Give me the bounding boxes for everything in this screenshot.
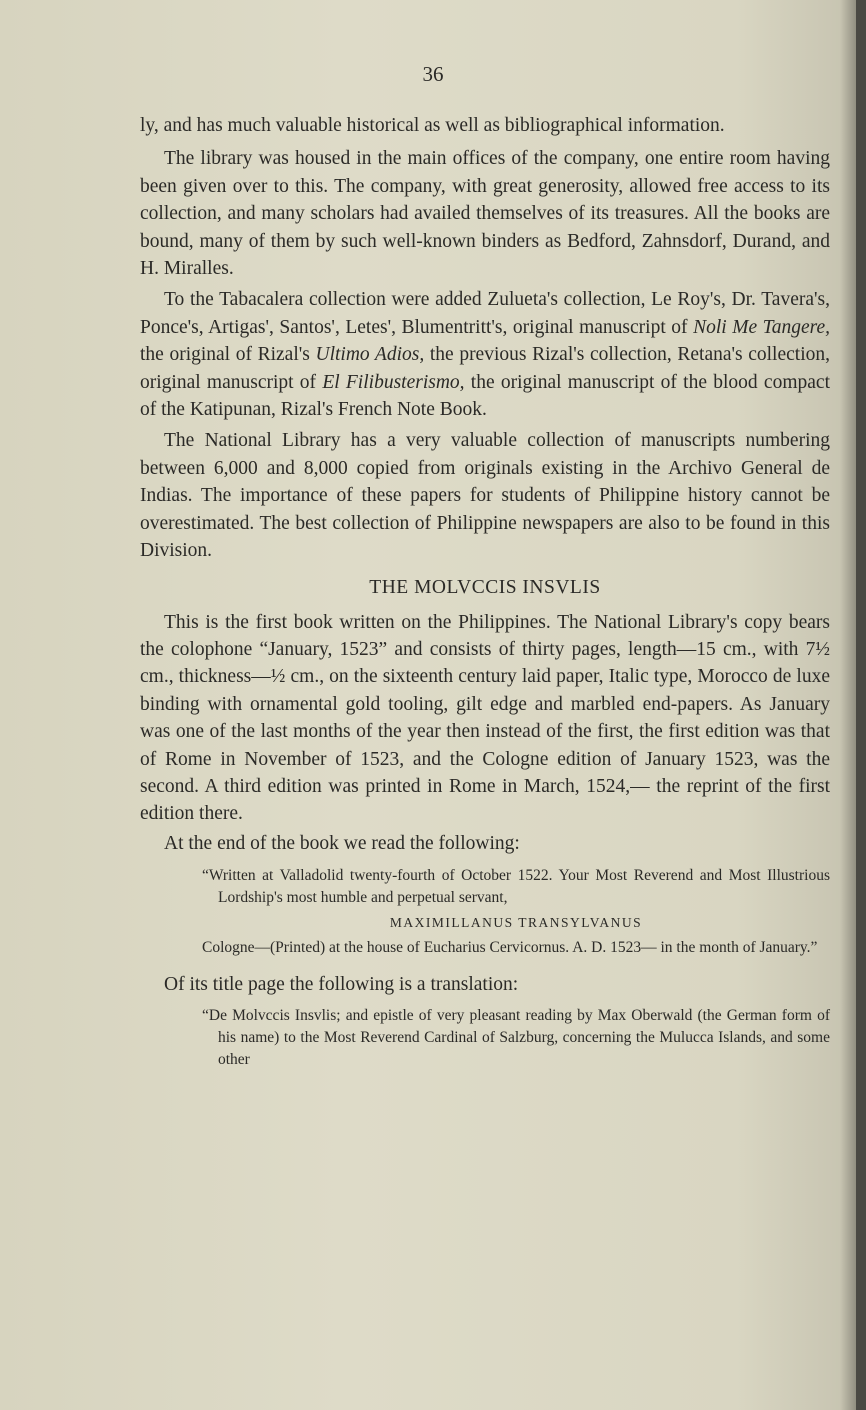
quote-cologne: Cologne—(Printed) at the house of Eucharius Cervicornus. A. D. 1523— in the month of January.” bbox=[202, 939, 818, 957]
quote-title-translation: “De Molvccis Insvlis; and epistle of very pleasant reading by Max Oberwald (the German form of his name) to the Most Reverend Cardinal of Salzburg, concerning the Mulucca Islands, and some other bbox=[202, 1006, 830, 1068]
page-body bbox=[140, 112, 830, 1071]
paragraph-first-book: This is the first book written on the Philippines. The National Library's copy bears the colophone “January, 1523” and consists of thirty pages, length—15 cm., with 7½ cm., thickness—½ cm., on the sixteenth century laid paper, Italic type, Morocco de luxe binding with ornamental gold tooling, gilt edge and marbled end-papers. As January was one of the last months of the year then instead of the first, the first edition was that of Rome in November of 1523, and the Cologne edition of January 1523, was the second. A third edition was printed in Rome in March, 1524,— the reprint of the first edition there. bbox=[140, 611, 830, 825]
paragraph-title-page: Of its title page the following is a translation: bbox=[164, 974, 519, 996]
paragraph-manuscripts: The National Library has a very valuable collection of manuscripts numbering between 6,000 and 8,000 copied from originals existing in the Archivo General de Indias. The importance of these papers for students of Philippine history cannot be overestimated. The best collection of Philippine newspapers are also to be found in this Division. bbox=[140, 430, 830, 562]
paragraph-end-of-book: At the end of the book we read the following: bbox=[164, 832, 520, 854]
quote-colophon: “Written at Valladolid twenty-fourth of October 1522. Your Most Reverend and Most Illustrious Lordship's most humble and perpetual servant, bbox=[202, 867, 830, 907]
book-spine-shadow bbox=[856, 0, 866, 1410]
quote-signature: MAXIMILLANUS TRANSYLVANUS bbox=[389, 915, 643, 931]
section-heading: THE MOLVCCIS INSVLIS bbox=[369, 576, 601, 598]
paragraph-library-housed: The library was housed in the main offices of the company, one entire room having been given over to this. The company, with great generosity, allowed free access to its collection, and many scholars had availed themselves of its treasures. All the books are bound, many of them by such well-known binders as Bedford, Zahnsdorf, Durand, and H. Miralles. bbox=[140, 148, 830, 280]
paragraph-tabacalera-collection: To the Tabacalera collection were added Zulueta's collection, Le Roy's, Dr. Tavera's, Ponce's, Artigas', Santos', Letes', Blumentritt's, original manuscript of Noli Me Tangere, the original of Rizal's Ultimo Adios, the previous Rizal's collection, Retana's collection, original manuscript of El Filibusterismo, the original manuscript of the blood compact of the Katipunan, Rizal's French Note Book. bbox=[140, 289, 830, 421]
paragraph-continuation: ly, and has much valuable historical as well as bibliographical information. bbox=[140, 115, 725, 136]
page-number: 36 bbox=[422, 62, 444, 86]
